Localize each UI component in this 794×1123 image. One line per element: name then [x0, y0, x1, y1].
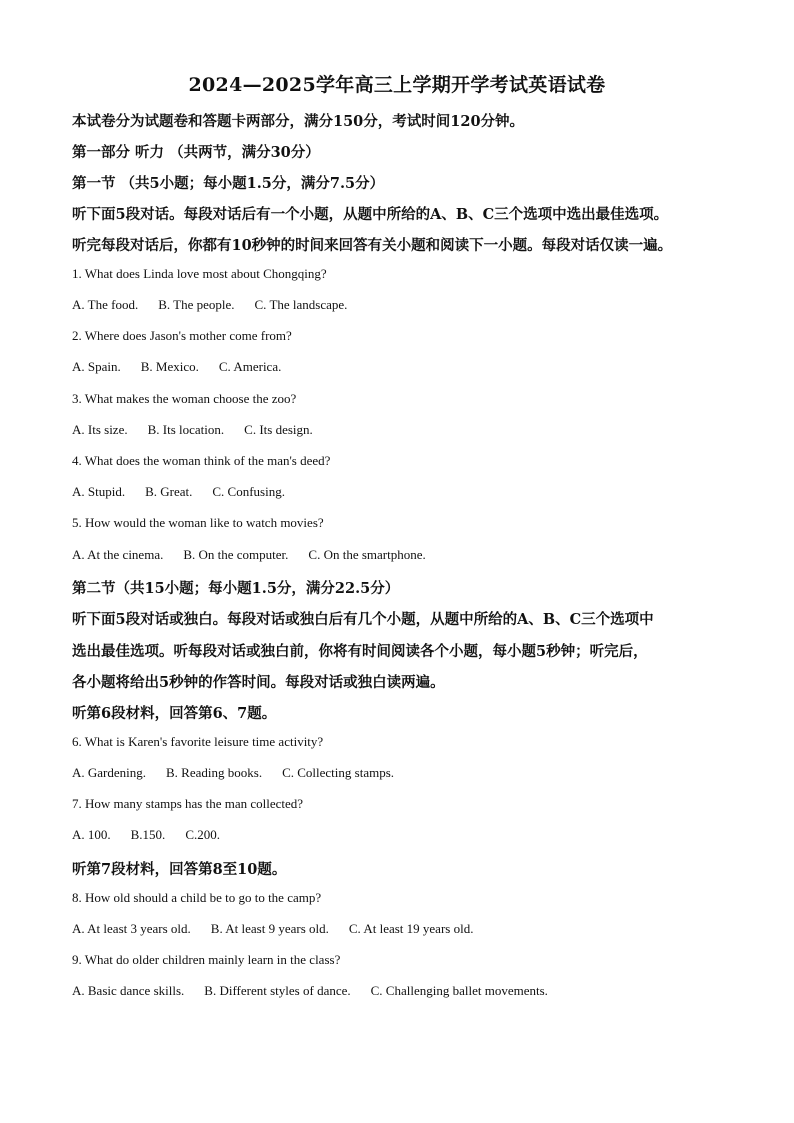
option-b: B. Mexico. — [140, 359, 199, 374]
section1-instruction-1: 听下面5段对话。每段对话后有一个小题，从题中所给的A、B、C三个选项中选出最佳选项。 — [72, 206, 669, 223]
option-a: A. Its size. — [72, 422, 128, 437]
option-b: B. Its location. — [147, 422, 225, 437]
question-6-options — [72, 765, 732, 781]
section2-instruction-3: 各小题将给出5秒钟的作答时间。每段对话或独白读两遍。 — [72, 674, 445, 691]
question-1-options — [72, 297, 732, 313]
option-b: B. The people. — [158, 297, 235, 312]
question-8-options — [72, 921, 732, 937]
option-a: A. Gardening. — [72, 765, 147, 780]
option-c: C. Its design. — [244, 422, 313, 437]
option-c: C. At least 19 years old. — [348, 921, 474, 936]
option-c: C.200. — [185, 827, 220, 842]
question-9-options — [72, 983, 732, 999]
option-c: C. Confusing. — [212, 484, 285, 499]
exam-title: 2024—2025学年高三上学期开学考试英语试卷 — [188, 74, 606, 96]
question-1: 1. What does Linda love most about Chongqing? — [72, 266, 327, 281]
option-a: A. At the cinema. — [72, 547, 164, 562]
material-6-heading: 听第6段材料，回答第6、7题。 — [72, 705, 277, 722]
option-c: C. Challenging ballet movements. — [370, 983, 548, 998]
option-b: B. Great. — [145, 484, 193, 499]
option-c: C. America. — [218, 359, 282, 374]
question-7: 7. How many stamps has the man collected? — [72, 796, 304, 811]
question-6: 6. What is Karen's favorite leisure time activity? — [72, 734, 324, 749]
option-b: B. Different styles of dance. — [204, 983, 351, 998]
question-9: 9. What do older children mainly learn in the class? — [72, 952, 341, 967]
section2-instruction-1: 听下面5段对话或独白。每段对话或独白后有几个小题，从题中所给的A、B、C三个选项中 — [72, 611, 654, 628]
option-c: C. On the smartphone. — [308, 547, 426, 562]
option-b: B. At least 9 years old. — [210, 921, 329, 936]
part1-heading: 第一部分 听力 （共两节，满分30分） — [72, 144, 320, 161]
question-4-options — [72, 484, 732, 500]
option-b: B. On the computer. — [183, 547, 289, 562]
option-b: B.150. — [130, 827, 166, 842]
section1-instruction-2: 听完每段对话后，你都有10秒钟的时间来回答有关小题和阅读下一小题。每段对话仅读一遍。 — [72, 237, 673, 254]
section1-heading: 第一节 （共5小题；每小题1.5分，满分7.5分） — [72, 175, 385, 192]
option-c: C. The landscape. — [254, 297, 348, 312]
option-a: A. The food. — [72, 297, 139, 312]
question-2: 2. Where does Jason's mother come from? — [72, 328, 292, 343]
question-3-options — [72, 422, 732, 438]
question-2-options — [72, 359, 732, 375]
question-3: 3. What makes the woman choose the zoo? — [72, 391, 297, 406]
option-a: A. Stupid. — [72, 484, 126, 499]
option-c: C. Collecting stamps. — [282, 765, 395, 780]
option-a: A. Basic dance skills. — [72, 983, 185, 998]
question-8: 8. How old should a child be to go to the camp? — [72, 890, 322, 905]
option-a: A. At least 3 years old. — [72, 921, 191, 936]
option-a: A. 100. — [72, 827, 111, 842]
option-b: B. Reading books. — [166, 765, 263, 780]
question-7-options — [72, 827, 732, 843]
section2-instruction-2: 选出最佳选项。听每段对话或独白前，你将有时间阅读各个小题，每小题5秒钟；听完后， — [72, 643, 648, 660]
question-4: 4. What does the woman think of the man's deed? — [72, 453, 331, 468]
intro-text: 本试卷分为试题卷和答题卡两部分，满分150分，考试时间120分钟。 — [72, 113, 525, 130]
section2-heading: 第二节（共15小题；每小题1.5分，满分22.5分） — [72, 580, 400, 597]
option-a: A. Spain. — [72, 359, 121, 374]
question-5: 5. How would the woman like to watch movies? — [72, 515, 324, 530]
material-7-heading: 听第7段材料，回答第8至10题。 — [72, 861, 287, 878]
question-5-options — [72, 547, 732, 563]
